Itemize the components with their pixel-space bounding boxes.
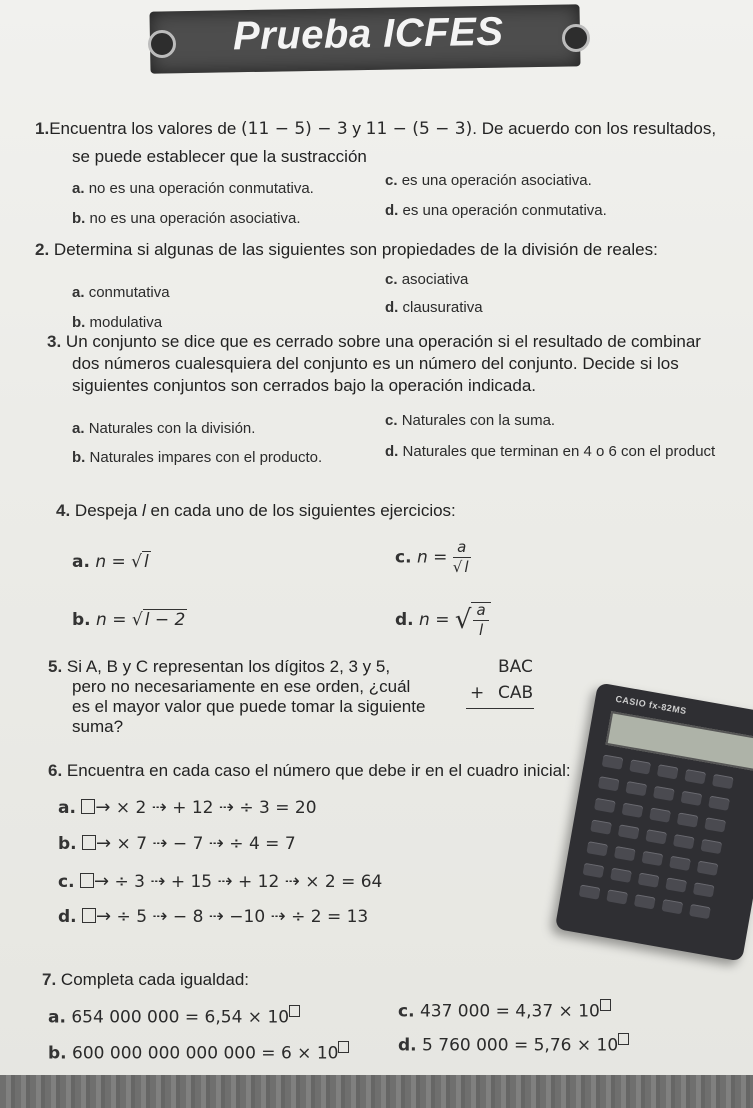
calculator-key bbox=[673, 834, 695, 849]
q5-plus: + bbox=[470, 683, 485, 703]
q3-option-a-text: Naturales con la división. bbox=[88, 420, 256, 437]
q7-item-b-letter: b. bbox=[48, 1043, 67, 1064]
q6-item-c: c. → ÷ 3 ⇢ + 15 ⇢ + 12 ⇢ × 2 = 64 bbox=[58, 871, 383, 892]
q2-option-d-text: clausurativa bbox=[402, 299, 483, 316]
q1-line2: se puede establecer que la sustracción bbox=[72, 147, 367, 166]
q5-addend1: BAC bbox=[498, 657, 533, 677]
calculator-key bbox=[665, 877, 687, 892]
q1-option-b-text: no es una operación asociativa. bbox=[89, 210, 301, 227]
q1-option-c bbox=[385, 172, 592, 189]
q4-item-c bbox=[395, 540, 471, 575]
q3-line1-text: Un conjunto se dice que es cerrado sobre una operación si el resultado de combinar bbox=[65, 332, 701, 351]
calculator-key bbox=[708, 796, 730, 811]
q1-option-c-letter: c. bbox=[385, 172, 398, 189]
q1-option-b-letter: b. bbox=[72, 210, 86, 227]
q6-item-a-letter: a. bbox=[58, 798, 76, 818]
calculator-key bbox=[583, 863, 605, 878]
bottom-decorative-strip bbox=[0, 1075, 753, 1108]
q5-line1-text: Si A, B y C representan los dígitos 2, 3 y 5, bbox=[66, 657, 391, 676]
q6-item-c-result: = 64 bbox=[341, 872, 383, 892]
q4-item-b-lhs: n = bbox=[96, 610, 127, 630]
q6-text: Encuentra en cada caso el número que debe ir en el cuadro inicial: bbox=[66, 761, 571, 780]
calculator-key bbox=[649, 808, 671, 823]
calculator-key bbox=[669, 856, 691, 871]
q4-item-c-lhs: n = bbox=[416, 547, 448, 568]
q2-option-c-text: asociativa bbox=[401, 271, 469, 288]
q6-number: 6. bbox=[48, 761, 63, 780]
q2-option-b-letter: b. bbox=[72, 314, 86, 331]
q2-option-b-text: modulativa bbox=[89, 314, 163, 331]
q5-sum-line bbox=[466, 708, 534, 709]
q6-item-b-step-1: × 7 bbox=[116, 834, 148, 854]
calculator-key bbox=[594, 798, 616, 813]
calculator-key bbox=[693, 882, 715, 897]
q2-option-c-letter: c. bbox=[385, 271, 398, 288]
calculator-key bbox=[586, 841, 608, 856]
q6-item-b-step-2: − 7 bbox=[172, 834, 204, 854]
calculator-key bbox=[614, 846, 636, 861]
q7-item-c-letter: c. bbox=[398, 1001, 415, 1022]
q4-item-d-fraction bbox=[471, 602, 490, 638]
q7-item-d-equation: 5 760 000 = 5,76 × 10 bbox=[422, 1035, 619, 1056]
page-title: Prueba ICFES bbox=[232, 9, 504, 59]
q3-option-b-text: Naturales impares con el producto. bbox=[89, 449, 323, 466]
calculator-key bbox=[598, 776, 620, 791]
q4-item-a-letter: a. bbox=[72, 552, 90, 572]
calculator-image bbox=[555, 682, 753, 961]
q3-line1 bbox=[47, 331, 701, 353]
calculator-key bbox=[590, 819, 612, 834]
q3-option-d-letter: d. bbox=[385, 443, 399, 460]
q6-item-a-result: = 20 bbox=[275, 798, 317, 818]
q4-item-d-numerator: a bbox=[473, 603, 488, 621]
q1-text-c: . De acuerdo con los resultados, bbox=[472, 119, 717, 138]
q6-item-b-step-3: ÷ 4 bbox=[229, 834, 260, 854]
q3-option-a-letter: a. bbox=[72, 420, 85, 437]
q4-item-d-lhs: n = bbox=[419, 610, 450, 630]
q7-stem bbox=[42, 969, 249, 991]
calculator-key bbox=[657, 764, 679, 779]
calculator-key bbox=[602, 754, 624, 769]
q3-option-c bbox=[385, 412, 555, 429]
q6-item-d-input-box bbox=[82, 908, 96, 923]
q6-item-d-result: = 13 bbox=[326, 907, 369, 927]
q2-option-a-text: conmutativa bbox=[88, 284, 170, 301]
calculator-key bbox=[634, 894, 656, 909]
calculator-key bbox=[610, 868, 632, 883]
q5-line4: suma? bbox=[72, 717, 124, 736]
calculator-key bbox=[712, 774, 734, 789]
q4-item-a-radicand: l bbox=[144, 552, 149, 572]
q6-item-c-input-box bbox=[80, 873, 94, 888]
calculator-key bbox=[661, 899, 683, 914]
q6-item-a: a. → × 2 ⇢ + 12 ⇢ ÷ 3 = 20 bbox=[58, 797, 317, 818]
q1-option-d-text: es una operación conmutativa. bbox=[402, 202, 607, 219]
q7-item-c-equation: 437 000 = 4,37 × 10 bbox=[419, 1001, 600, 1022]
q3-number: 3. bbox=[47, 332, 62, 351]
q6-item-d-step-1: ÷ 5 bbox=[116, 907, 148, 927]
q2-number: 2. bbox=[35, 240, 50, 259]
q7-item-a-exponent-box bbox=[289, 1005, 300, 1017]
calculator-key bbox=[638, 873, 660, 888]
q6-item-b: b. → × 7 ⇢ − 7 ⇢ ÷ 4 = 7 bbox=[58, 833, 296, 854]
q7-item-c bbox=[398, 998, 611, 1022]
q6-item-c-step-2: + 15 bbox=[170, 872, 213, 892]
q3-line2: dos números cualesquiera del conjunto es un número del conjunto. Decide si los bbox=[72, 354, 679, 373]
calculator-brand: CASIO fx-82MS bbox=[614, 693, 688, 717]
q3-option-a bbox=[72, 420, 255, 437]
q2-option-d bbox=[385, 299, 483, 316]
q6-item-c-step-1: ÷ 3 bbox=[114, 872, 145, 892]
q4-item-b-radicand: l − 2 bbox=[144, 610, 186, 630]
q1-option-c-text: es una operación asociativa. bbox=[401, 172, 592, 189]
q6-item-a-step-1: × 2 bbox=[115, 798, 147, 818]
q3-option-c-letter: c. bbox=[385, 412, 398, 429]
q6-stem bbox=[48, 760, 571, 782]
q1-option-a bbox=[72, 180, 314, 197]
calculator-key bbox=[579, 884, 601, 899]
q7-item-c-exponent-box bbox=[600, 999, 611, 1011]
q4-number: 4. bbox=[56, 501, 71, 520]
q3-option-c-text: Naturales con la suma. bbox=[401, 412, 556, 429]
q6-item-a-input-box bbox=[81, 799, 95, 814]
calculator-key bbox=[629, 759, 651, 774]
q1-expr1: (11 − 5) − 3 bbox=[241, 119, 348, 139]
q4-item-d-letter: d. bbox=[395, 610, 414, 630]
q6-item-b-letter: b. bbox=[58, 834, 77, 854]
calculator-screen bbox=[605, 711, 753, 771]
q1-text-a: Encuentra los valores de bbox=[49, 119, 242, 138]
q7-item-d-exponent-box bbox=[618, 1033, 629, 1045]
q2-option-c bbox=[385, 271, 468, 288]
q1-option-d-letter: d. bbox=[385, 202, 399, 219]
q6-item-d: d. → ÷ 5 ⇢ − 8 ⇢ −10 ⇢ ÷ 2 = 13 bbox=[58, 906, 369, 927]
q7-item-b-equation: 600 000 000 000 000 = 6 × 10 bbox=[72, 1043, 339, 1064]
q4-item-c-fraction: $\frac{a}{√ l}$ bbox=[452, 538, 469, 576]
calculator-key bbox=[606, 889, 628, 904]
q6-item-d-step-2: − 8 bbox=[172, 907, 204, 927]
q6-item-c-letter: c. bbox=[58, 872, 75, 892]
q7-item-b-exponent-box bbox=[338, 1041, 349, 1053]
calculator-key bbox=[618, 824, 640, 839]
q5-line1 bbox=[48, 656, 390, 678]
q1-text-b: y bbox=[347, 119, 366, 138]
calculator-key bbox=[677, 812, 699, 827]
q6-item-d-step-3: −10 bbox=[229, 907, 266, 927]
q4-item-c-numerator: a bbox=[453, 540, 471, 558]
q5-addend2: CAB bbox=[498, 683, 534, 703]
q4-item-d-denominator: l bbox=[478, 621, 484, 639]
q4-item-b: b. n = √ l − 2 bbox=[72, 610, 186, 630]
q1-option-a-text: no es una operación conmutativa. bbox=[88, 180, 314, 197]
calculator-key bbox=[622, 803, 644, 818]
q2-option-a-letter: a. bbox=[72, 284, 85, 301]
q4-item-b-letter: b. bbox=[72, 610, 91, 630]
q7-item-a bbox=[48, 1004, 300, 1028]
q3-option-d-text: Naturales que terminan en 4 o 6 con el product bbox=[402, 443, 716, 460]
q7-item-d-letter: d. bbox=[398, 1035, 417, 1056]
left-circle-decoration bbox=[148, 30, 176, 58]
q2-option-b bbox=[72, 314, 162, 331]
q1-option-d bbox=[385, 202, 607, 219]
q7-text: Completa cada igualdad: bbox=[60, 970, 249, 989]
q6-item-c-step-4: × 2 bbox=[305, 872, 336, 892]
q5-number: 5. bbox=[48, 657, 63, 676]
calculator-key bbox=[700, 839, 722, 854]
q1-expr2: 11 − (5 − 3) bbox=[365, 119, 473, 139]
q4-variable: l bbox=[142, 501, 146, 520]
q4-item-c-denominator: l bbox=[464, 558, 469, 576]
q6-item-b-result: = 7 bbox=[265, 834, 296, 854]
q2-stem bbox=[35, 239, 658, 261]
q6-item-c-step-3: + 12 bbox=[238, 872, 280, 892]
q3-option-d bbox=[385, 443, 715, 460]
q3-option-b-letter: b. bbox=[72, 449, 86, 466]
calculator-key bbox=[704, 817, 726, 832]
q1-stem bbox=[35, 118, 716, 140]
calculator-key bbox=[681, 791, 703, 806]
q4-text-b: en cada uno de los siguientes ejercicios: bbox=[145, 501, 456, 520]
q2-option-a bbox=[72, 284, 170, 301]
q5-line2: pero no necesariamente en ese orden, ¿cuál bbox=[72, 677, 411, 696]
calculator-key bbox=[684, 769, 706, 784]
q3-line3: siguientes conjuntos son cerrados bajo la operación indicada. bbox=[72, 376, 537, 395]
q6-item-a-step-2: + 12 bbox=[172, 798, 214, 818]
q7-item-b bbox=[48, 1040, 349, 1064]
q1-option-b bbox=[72, 210, 301, 227]
right-circle-decoration bbox=[562, 24, 590, 52]
q7-number: 7. bbox=[42, 970, 57, 989]
q2-text: Determina si algunas de las siguientes son propiedades de la división de reales: bbox=[53, 240, 658, 259]
q6-item-d-letter: d. bbox=[58, 907, 77, 927]
calculator-key bbox=[642, 851, 664, 866]
q5-line3: es el mayor valor que puede tomar la siguiente bbox=[72, 697, 426, 716]
calculator-key bbox=[689, 904, 711, 919]
q4-item-a-lhs: n = bbox=[95, 552, 126, 572]
calculator-key bbox=[697, 861, 719, 876]
q7-item-a-equation: 654 000 000 = 6,54 × 10 bbox=[71, 1007, 290, 1028]
q6-item-a-step-3: ÷ 3 bbox=[239, 798, 270, 818]
calculator-key bbox=[625, 781, 647, 796]
q6-item-b-input-box bbox=[82, 835, 96, 850]
q4-item-c-letter: c. bbox=[395, 547, 412, 568]
q7-item-d bbox=[398, 1032, 629, 1056]
q2-option-d-letter: d. bbox=[385, 299, 399, 316]
q4-item-a: a. n = √ l bbox=[72, 552, 149, 572]
calculator-key bbox=[653, 786, 675, 801]
q1-option-a-letter: a. bbox=[72, 180, 85, 197]
q3-option-b bbox=[72, 449, 322, 466]
q4-stem bbox=[56, 500, 456, 522]
q1-number: 1. bbox=[35, 119, 50, 138]
q6-item-d-step-4: ÷ 2 bbox=[291, 907, 322, 927]
q4-item-d: d. n = √ $\frac{a}{l}$ bbox=[395, 602, 491, 638]
q4-text-a: Despeja bbox=[74, 501, 143, 520]
q7-item-a-letter: a. bbox=[48, 1007, 66, 1028]
calculator-key bbox=[645, 829, 667, 844]
